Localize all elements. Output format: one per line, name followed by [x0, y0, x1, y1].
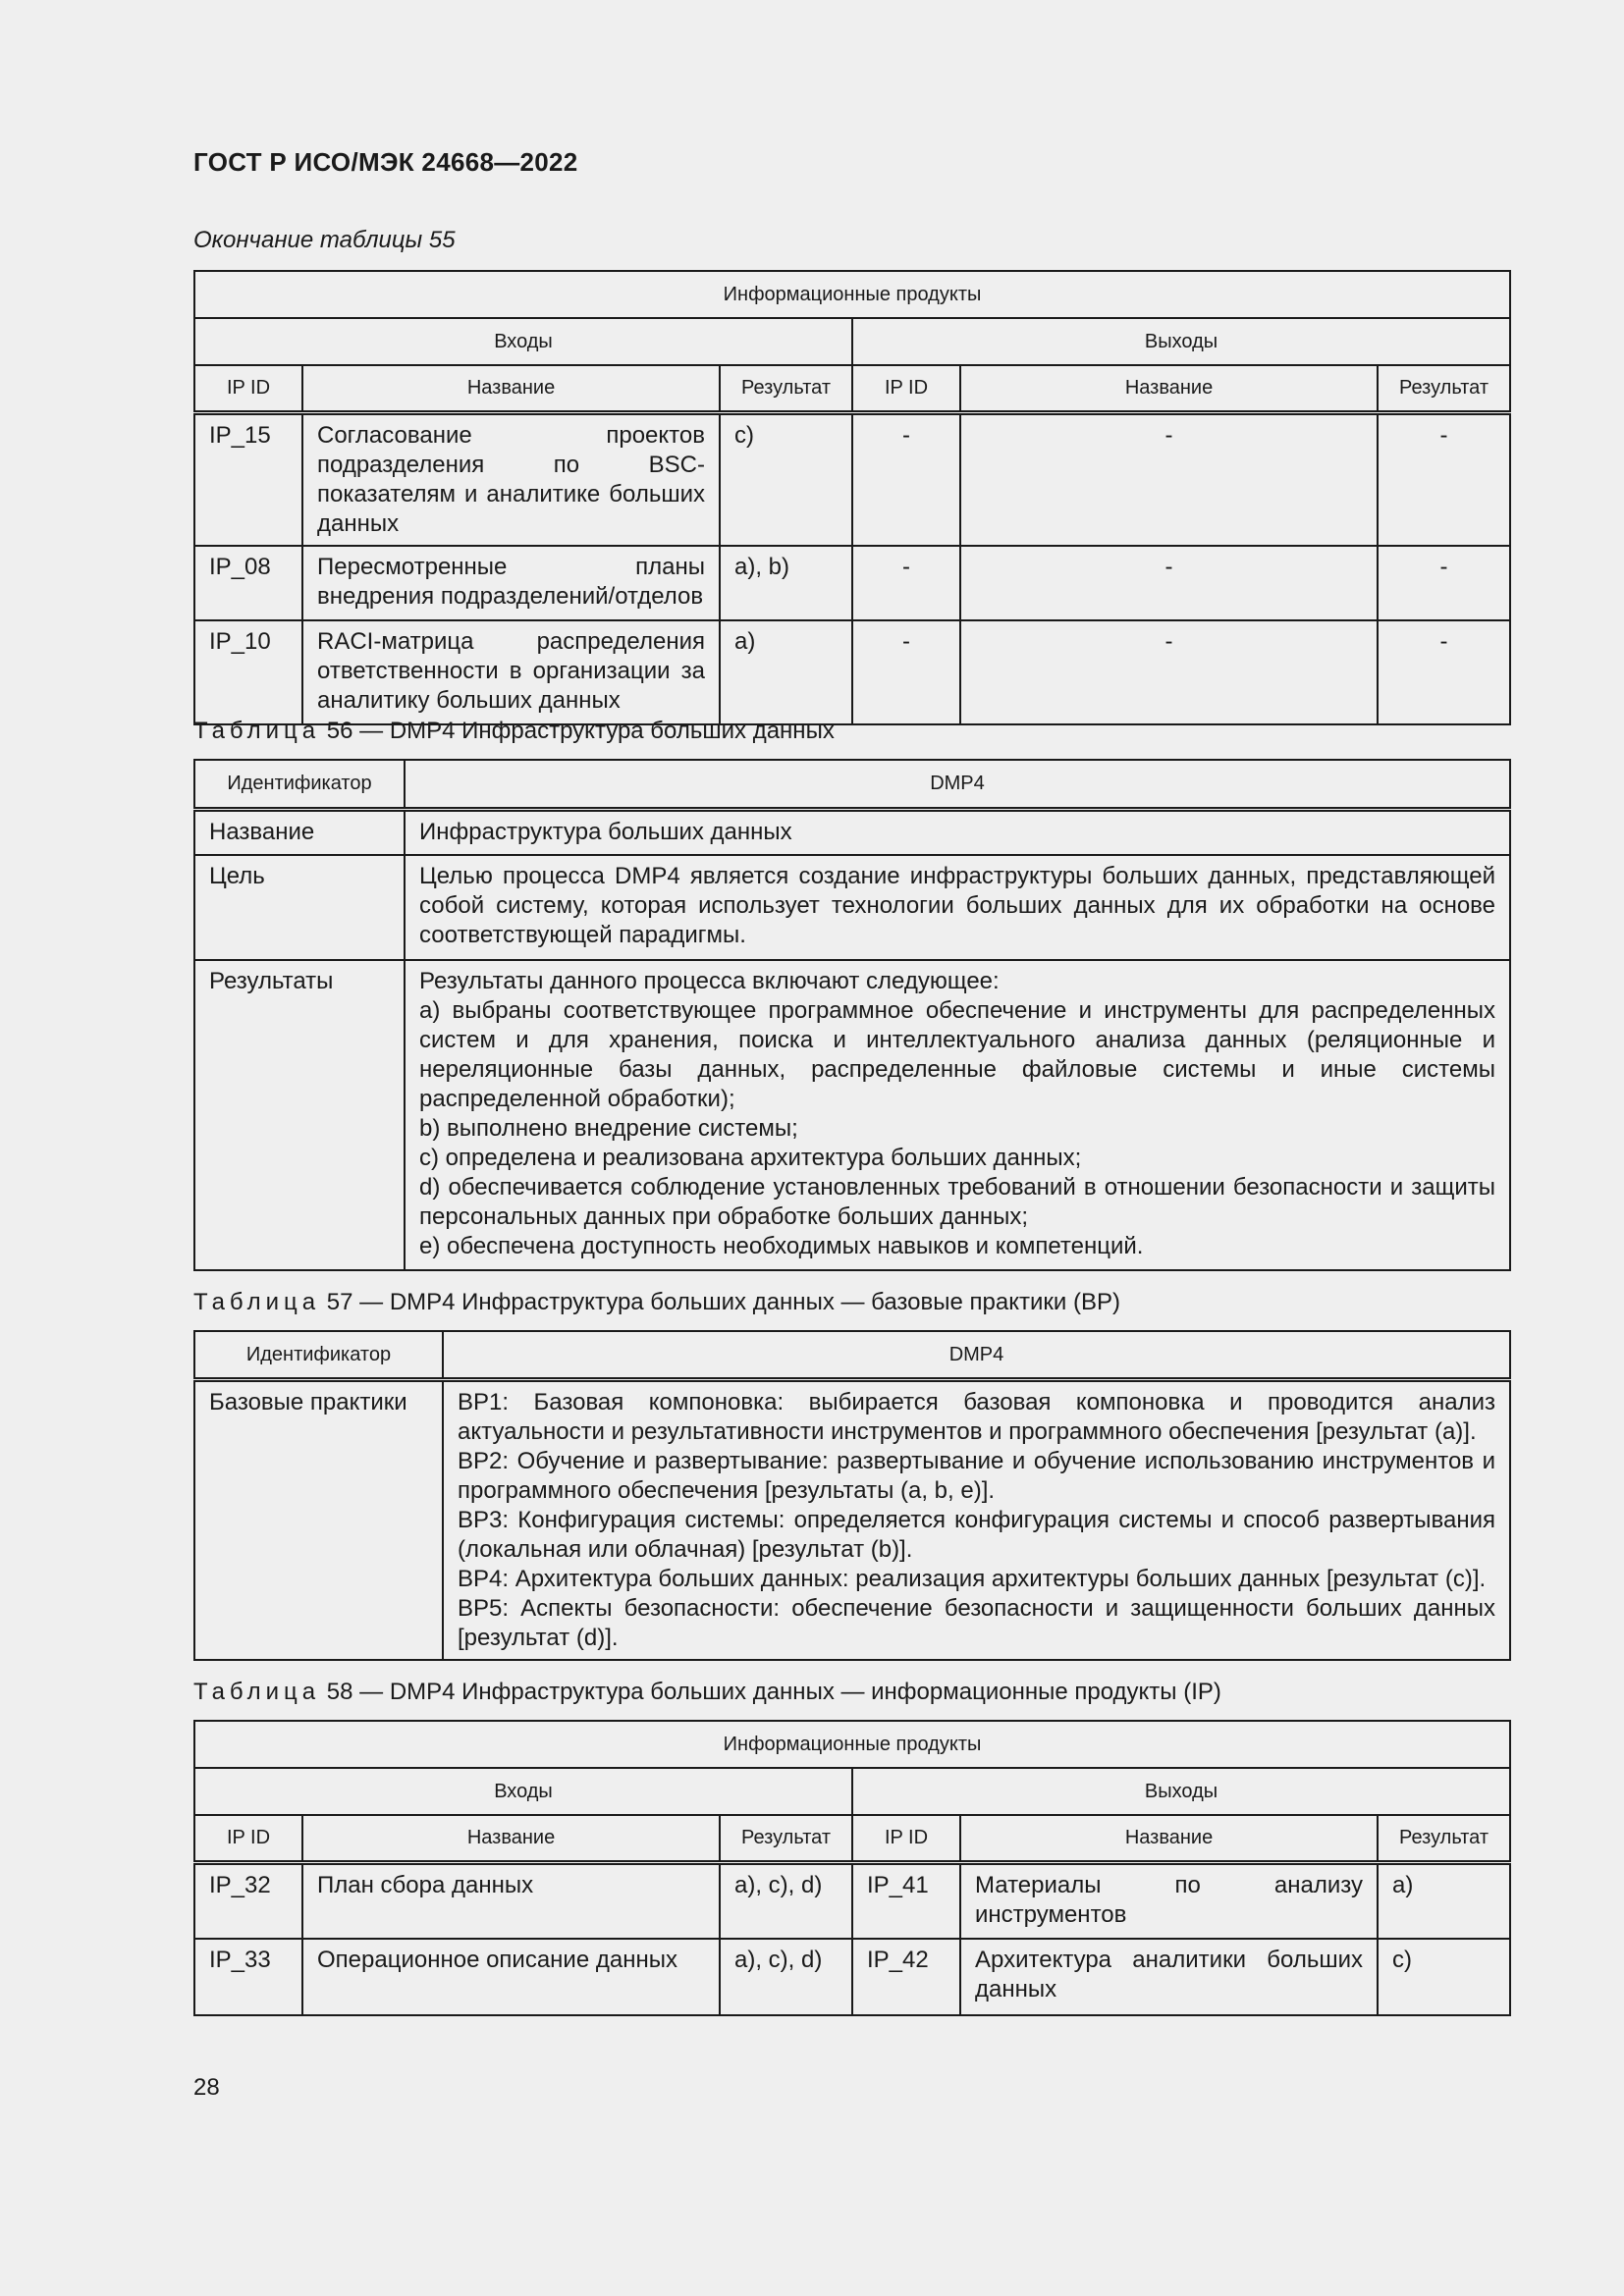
column-header-ip-id: IP ID: [194, 365, 302, 412]
row-value: Инфраструктура больших данных: [405, 809, 1510, 855]
row-value: Результаты данного процесса включают следующее: a) выбраны соответствующее программное обеспечение и инструменты для распределенных систем и для хранения, поиска и интеллектуального анализа данных (реляционные и нереляционные базы данных, распределенные файловые системы и иные системы распределенной обработки); b) выполнено внедрение системы; c) определена и реализована архитектура больших данных; d) обеспечивается соблюдение установленных требований в отношении безопасности и защиты персональных данных при обработке больших данных; e) обеспечена доступность необходимых навыков и компетенций.: [405, 960, 1510, 1270]
cell-in-id: IP_10: [194, 620, 302, 724]
cell-in-id: IP_15: [194, 412, 302, 546]
cell-out-result: c): [1378, 1939, 1510, 2015]
cell-in-result: a), c), d): [720, 1939, 852, 2015]
cell-out-id: IP_41: [852, 1862, 960, 1939]
cell-in-id: IP_08: [194, 546, 302, 620]
column-header-name: Название: [960, 365, 1378, 412]
row-label: Название: [194, 809, 405, 855]
cell-out-id: IP_42: [852, 1939, 960, 2015]
table-row: [194, 1862, 1510, 1939]
cell-in-name: RACI-матрица распределения ответственности в организации за аналитику больших данных: [302, 620, 720, 724]
cell-in-name: Пересмотренные планы внедрения подразделений/отделов: [302, 546, 720, 620]
column-header-dmp4: DMP4: [443, 1331, 1510, 1379]
table-header-inputs: Входы: [194, 1768, 852, 1815]
column-header-ip-id: IP ID: [852, 1815, 960, 1862]
column-header-ip-id: IP ID: [194, 1815, 302, 1862]
table-58: [193, 1720, 1511, 2016]
table-header-info-products: Информационные продукты: [194, 271, 1510, 318]
column-header-name: Название: [302, 365, 720, 412]
table-55: [193, 270, 1511, 725]
column-header-identifier: Идентификатор: [194, 1331, 443, 1379]
table-continuation-label: Окончание таблицы 55: [193, 227, 456, 253]
caption-text: 56 — DMP4 Инфраструктура больших данных: [326, 718, 835, 744]
row-label: Базовые практики: [194, 1379, 443, 1660]
table-row: [194, 1379, 1510, 1660]
cell-out-result: a): [1378, 1862, 1510, 1939]
caption-text: 58 — DMP4 Инфраструктура больших данных — информационные продукты (IP): [326, 1679, 1221, 1705]
cell-in-id: IP_33: [194, 1939, 302, 2015]
table-58-caption: [193, 1679, 1221, 1706]
column-header-name: Название: [302, 1815, 720, 1862]
cell-out-result: -: [1378, 620, 1510, 724]
column-header-dmp4: DMP4: [405, 760, 1510, 809]
cell-out-result: -: [1378, 546, 1510, 620]
table-row: [194, 546, 1510, 620]
cell-out-name: -: [960, 546, 1378, 620]
cell-in-result: a): [720, 620, 852, 724]
caption-word: Таблица: [193, 1679, 321, 1705]
cell-in-name: Согласование проектов подразделения по BSC-показателям и аналитике больших данных: [302, 412, 720, 546]
column-header-result: Результат: [1378, 365, 1510, 412]
page-number: 28: [193, 2074, 220, 2101]
table-56-caption: [193, 718, 835, 745]
row-label: Цель: [194, 855, 405, 960]
cell-in-result: a), b): [720, 546, 852, 620]
cell-in-result: a), c), d): [720, 1862, 852, 1939]
cell-in-result: c): [720, 412, 852, 546]
caption-text: 57 — DMP4 Инфраструктура больших данных — базовые практики (BP): [326, 1289, 1120, 1315]
table-row: [194, 1939, 1510, 2015]
table-header-inputs: Входы: [194, 318, 852, 365]
table-56: [193, 759, 1511, 1271]
table-row: [194, 809, 1510, 855]
document-header: ГОСТ Р ИСО/МЭК 24668—2022: [193, 147, 578, 177]
table-row: [194, 412, 1510, 546]
table-row: [194, 855, 1510, 960]
row-value: Целью процесса DMP4 является создание инфраструктуры больших данных, представляющей собой систему, которая использует технологии больших данных для их обработки на основе соответствующей парадигмы.: [405, 855, 1510, 960]
table-57: [193, 1330, 1511, 1661]
column-header-result: Результат: [1378, 1815, 1510, 1862]
caption-word: Таблица: [193, 1289, 321, 1315]
column-header-name: Название: [960, 1815, 1378, 1862]
column-header-identifier: Идентификатор: [194, 760, 405, 809]
cell-out-id: -: [852, 412, 960, 546]
column-header-result: Результат: [720, 365, 852, 412]
cell-out-result: -: [1378, 412, 1510, 546]
table-57-caption: [193, 1289, 1120, 1316]
row-label: Результаты: [194, 960, 405, 1270]
cell-out-name: -: [960, 620, 1378, 724]
column-header-result: Результат: [720, 1815, 852, 1862]
table-row: [194, 620, 1510, 724]
column-header-ip-id: IP ID: [852, 365, 960, 412]
caption-word: Таблица: [193, 718, 321, 744]
table-header-outputs: Выходы: [852, 1768, 1510, 1815]
table-header-outputs: Выходы: [852, 318, 1510, 365]
cell-in-name: План сбора данных: [302, 1862, 720, 1939]
cell-out-id: -: [852, 546, 960, 620]
cell-out-name: -: [960, 412, 1378, 546]
table-header-info-products: Информационные продукты: [194, 1721, 1510, 1768]
cell-in-name: Операционное описание данных: [302, 1939, 720, 2015]
cell-out-id: -: [852, 620, 960, 724]
cell-out-name: Архитектура аналитики больших данных: [960, 1939, 1378, 2015]
cell-out-name: Материалы по анализу инструментов: [960, 1862, 1378, 1939]
row-value: BP1: Базовая компоновка: выбирается базовая компоновка и проводится анализ актуальности и результативности инструментов и программного обеспечения [результат (a)]. BP2: Обучение и развертывание: развертывание и обучение использованию инструментов и программного обеспечения [результаты (a, b, e)]. BP3: Конфигурация системы: определяется конфигурация системы и способ развертывания (локальная или облачная) [результат (b)]. BP4: Архитектура больших данных: реализация архитектуры больших данных [результат (c)]. BP5: Аспекты безопасности: обеспечение безопасности и защищенности больших данных [результат (d)].: [443, 1379, 1510, 1660]
table-row: [194, 960, 1510, 1270]
cell-in-id: IP_32: [194, 1862, 302, 1939]
